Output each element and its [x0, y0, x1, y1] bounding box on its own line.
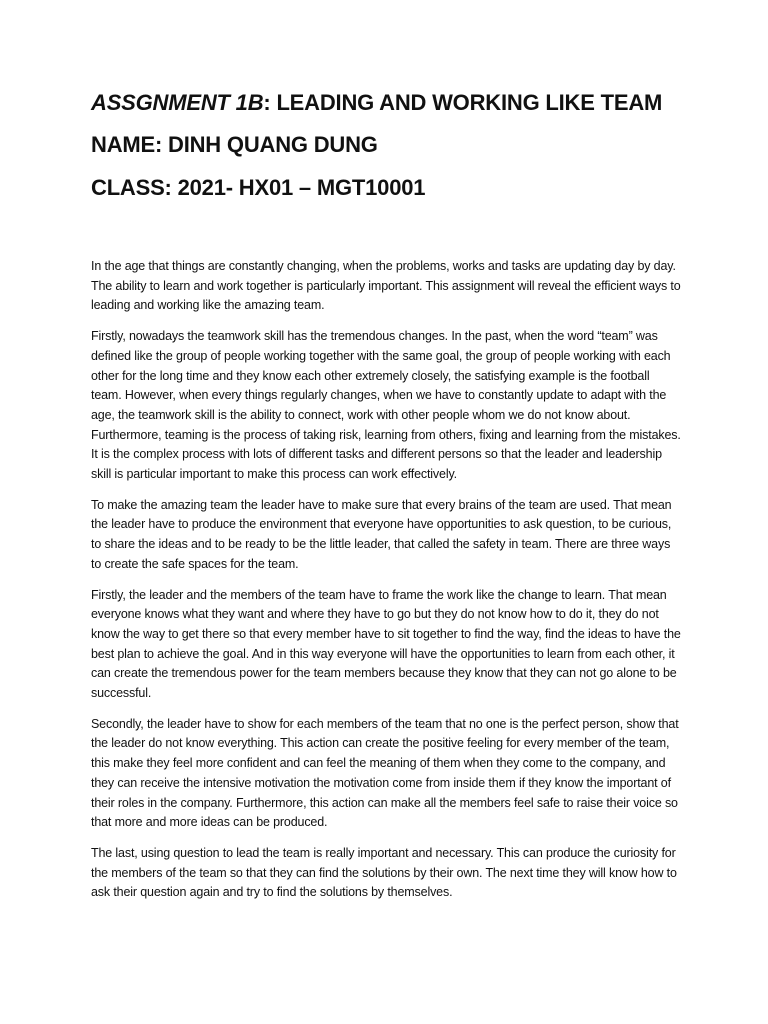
assignment-label: ASSGNMENT 1B	[91, 90, 264, 115]
class-heading: CLASS: 2021- HX01 – MGT10001	[91, 175, 426, 200]
paragraph-teamwork-changes: Firstly, nowadays the teamwork skill has the tremendous changes. In the past, when the word “team” was defined like the group of people working together with the same goal, the group of people working with each other for the long time and they know each other extremely closely, the satisfying example is the football team. However, when every things regularly changes, when we have to constantly update to adapt with the age, the teamwork skill is the ability to connect, work with other people whom we do not know about. Furthermore, teaming is the process of taking risk, learning from others, fixing and learning from the mistakes. It is the complex process with lots of different tasks and different persons so that the leader and leadership skill is particular important to make this process can work effectively.	[91, 329, 681, 482]
paragraph-intro: In the age that things are constantly changing, when the problems, works and tasks are updating day by day. The ability to learn and work together is particularly important. This assignment will reveal the efficient ways to leading and working like the amazing team.	[91, 259, 681, 313]
name-heading: NAME: DINH QUANG DUNG	[91, 132, 378, 157]
assignment-title: : LEADING AND WORKING LIKE TEAM	[263, 90, 663, 115]
document-page	[91, 92, 681, 914]
assignment-heading	[91, 92, 681, 114]
paragraph-leader-humility: Secondly, the leader have to show for each members of the team that no one is the perfect person, show that the leader do not know everything. This action can create the positive feeling for every member of the team, this make they feel more confident and can feel the meaning of them when they come to the company, and they can receive the intensive motivation the motivation come from inside them if they know the important of their roles in the company. Furthermore, this action can make all the members feel safe to raise their voice so that more and more ideas can be produced.	[91, 716, 679, 830]
paragraph-frame-work: Firstly, the leader and the members of the team have to frame the work like the change to learn. That mean everyone knows what they want and where they have to go but they do not know how to do it, they do not know the way to get there so that every member have to sit together to find the way, find the ideas to have the best plan to achieve the goal. And in this way everyone will have the opportunities to learn from each other, it can create the tremendous power for the team members because they know that they can not go alone to be successful.	[91, 587, 681, 701]
paragraph-safety-in-team: To make the amazing team the leader have to make sure that every brains of the team are used. That mean the leader have to produce the environment that everyone have opportunities to ask question, to be curious, to share the ideas and to be ready to be the little leader, that called the safety in team. There are three ways to create the safe spaces for the team.	[91, 497, 672, 571]
paragraph-using-questions: The last, using question to lead the team is really important and necessary. This can produce the curiosity for the members of the team so that they can find the solutions by their own. The next time they will know how to ask their question again and try to find the solutions by themselves.	[91, 845, 677, 900]
document-body	[91, 257, 681, 903]
